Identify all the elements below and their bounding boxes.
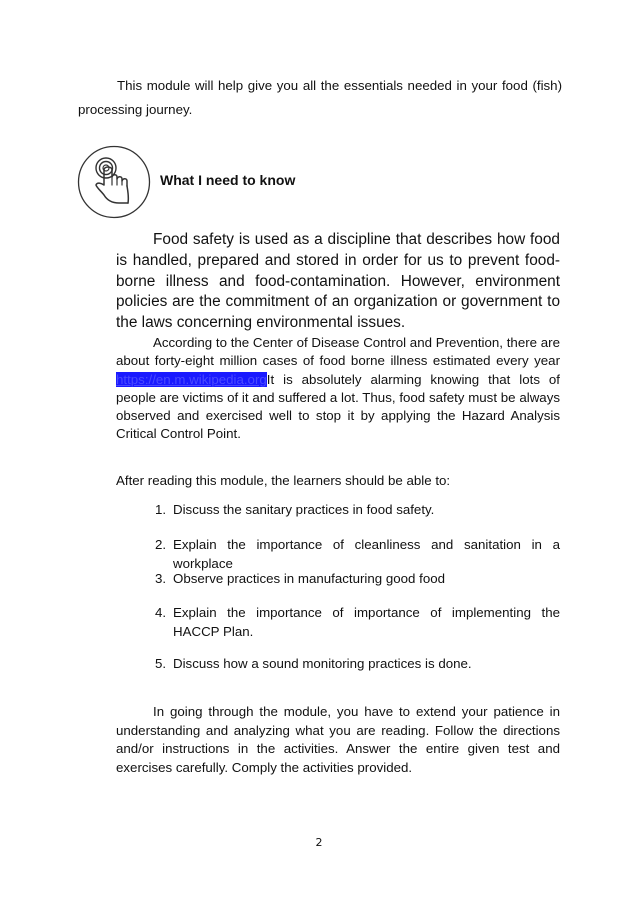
objectives-lead: After reading this module, the learners should be able to: [116,473,451,488]
list-item-number: 3. [155,571,167,586]
food-safety-paragraph: Food safety is used as a discipline that describes how food is handled, prepared and stored in order for us to prevent food-borne illness and food-contamination. However, environment policies are the commitment of an organization or government to the laws concerning environmental issues. [116,231,560,332]
closing-paragraph: In going through the module, you have to extend your patience in understanding and analyzing what you are reading. Follow the directions and/or instructions in the activities. Answer the entire given test and exercises carefully. Comply the activities provided. [116,704,560,776]
list-item-text: Discuss the sanitary practices in food safety. [173,502,435,517]
list-item-text: Discuss how a sound monitoring practices is done. [173,656,472,671]
list-item [155,569,560,588]
list-item [155,603,560,641]
section-title: What I need to know [160,172,296,188]
list-item-number: 1. [155,502,167,517]
list-item [155,500,560,519]
list-item-number: 5. [155,656,167,671]
list-item-text: Explain the importance of importance of implementing the HACCP Plan. [173,605,560,639]
list-item-text: Observe practices in manufacturing good food [173,571,446,586]
intro-paragraph: This module will help give you all the essentials needed in your food (fish) processing journey. [78,78,562,117]
cdc-text-before-link: According to the Center of Disease Control and Prevention, there are about forty-eight million cases of food borne illness estimated every year [116,335,560,369]
page-number: 2 [315,836,323,849]
wikipedia-link[interactable]: https://en.m.wikipedia.org [116,371,267,387]
list-item-number: 2. [155,537,167,552]
list-item [155,535,560,573]
list-item [155,654,560,673]
cdc-paragraph [116,334,560,444]
list-item-number: 4. [155,605,167,620]
cdc-text-after-link: It is absolutely alarming knowing that lots of people are victims of it and suffered a lot. Thus, food safety must be always observed and exercised well to stop it by applying the Hazard Analysis Critical Control Point. [116,371,560,442]
touch-hand-icon [77,145,151,219]
list-item-text: Explain the importance of cleanliness and sanitation in a workplace [173,537,560,571]
